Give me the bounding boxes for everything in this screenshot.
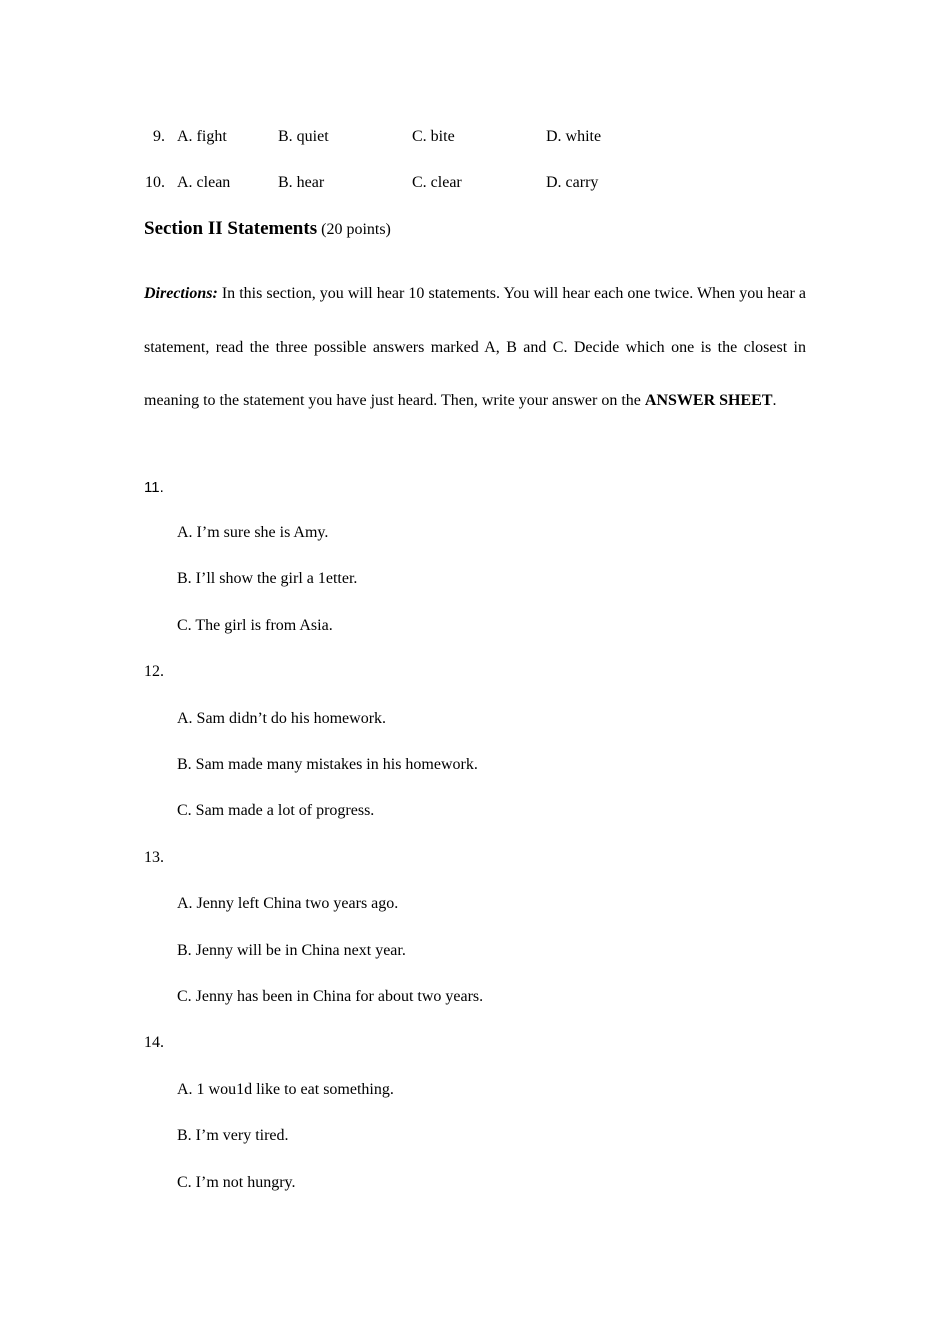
answer-sheet-label: ANSWER SHEET bbox=[644, 392, 773, 410]
option-d: D. carry bbox=[546, 174, 599, 191]
option-a: A. fight bbox=[177, 128, 227, 145]
option-d: D. white bbox=[546, 128, 602, 145]
statement-number: 11. bbox=[144, 479, 164, 496]
section-heading bbox=[144, 219, 391, 240]
statement-option-c: C. The girl is from Asia. bbox=[177, 617, 333, 634]
statement-number: 12. bbox=[144, 663, 164, 680]
directions-text: In this section, you will hear 10 statements. You will hear each one twice. When you hear a statement, read the three possible answers marked A, B and C. Decide which one is the closest in meaning to the statement you have just heard. Then, write your answer on the bbox=[144, 285, 806, 410]
statement-option-b: B. I’m very tired. bbox=[177, 1127, 289, 1144]
option-b: B. hear bbox=[278, 174, 325, 191]
directions-end: . bbox=[772, 392, 777, 410]
statement-option-b: B. Jenny will be in China next year. bbox=[177, 942, 406, 959]
section-points: (20 points) bbox=[321, 221, 391, 238]
statement-option-b: B. Sam made many mistakes in his homework. bbox=[177, 756, 478, 773]
statement-option-c: C. Sam made a lot of progress. bbox=[177, 802, 375, 819]
statement-option-b: B. I’ll show the girl a 1etter. bbox=[177, 570, 358, 587]
option-c: C. clear bbox=[412, 174, 462, 191]
statement-number: 14. bbox=[144, 1034, 164, 1051]
question-number: 9. bbox=[153, 128, 165, 145]
statement-option-a: A. I’m sure she is Amy. bbox=[177, 524, 329, 541]
statement-option-c: C. I’m not hungry. bbox=[177, 1174, 296, 1191]
option-b: B. quiet bbox=[278, 128, 329, 145]
question-number: 10. bbox=[145, 174, 165, 191]
statement-number: 13. bbox=[144, 849, 164, 866]
statement-option-a: A. 1 wou1d like to eat something. bbox=[177, 1081, 394, 1098]
option-c: C. bite bbox=[412, 128, 455, 145]
section-title: Section II Statements bbox=[144, 218, 318, 239]
option-a: A. clean bbox=[177, 174, 231, 191]
directions-paragraph bbox=[144, 267, 806, 428]
statement-option-a: A. Jenny left China two years ago. bbox=[177, 895, 399, 912]
statement-option-c: C. Jenny has been in China for about two years. bbox=[177, 988, 484, 1005]
directions-label: Directions: bbox=[144, 285, 218, 302]
statement-option-a: A. Sam didn’t do his homework. bbox=[177, 710, 387, 727]
